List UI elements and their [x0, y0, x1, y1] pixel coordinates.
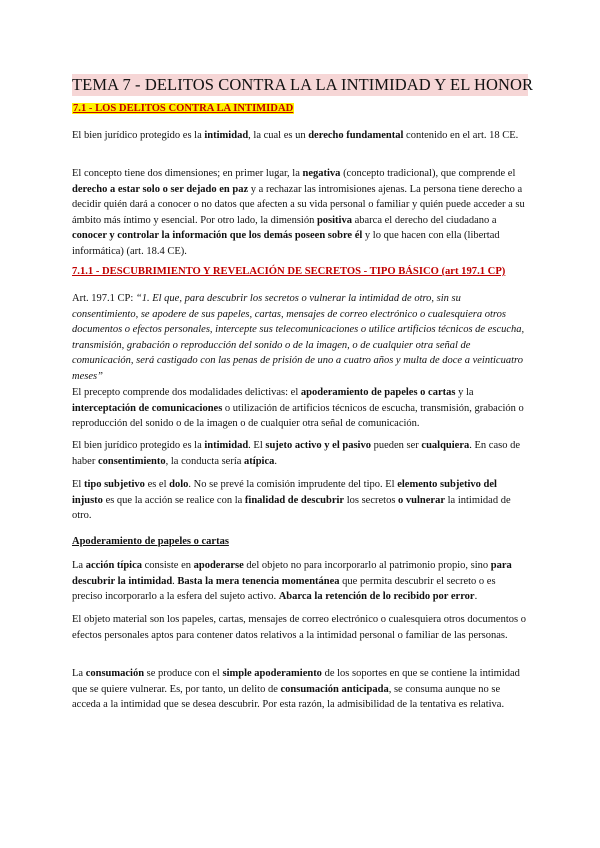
- quoted-article: [72, 291, 528, 384]
- text-run: que permita descubrir el secreto o es preciso incorporarlo a la esfera del sujeto activo.: [72, 575, 496, 602]
- text-run: . En caso de haber: [72, 440, 520, 467]
- bold-text: consumación: [85, 668, 145, 679]
- bold-text: dolo: [169, 479, 189, 490]
- text-run: y la: [455, 387, 474, 398]
- bold-text: atípica: [244, 455, 275, 467]
- text-run: El bien jurídico protegido es la: [72, 440, 205, 451]
- bold-text: consentimiento: [97, 455, 166, 467]
- text-run: , la cual es un: [248, 130, 309, 141]
- text-run: .: [274, 455, 278, 467]
- text-run: El objeto material son los papeles, cartas, mensajes de correo electrónico o cualesquiera otros documentos o efectos personales aptos para contener datos relativos a la intimidad personal o familiar de las personas.: [72, 614, 526, 641]
- bold-text: consumación anticipada: [280, 683, 389, 695]
- paragraph: [72, 438, 528, 469]
- bold-text: cualquiera: [421, 440, 470, 451]
- text-run: La: [72, 560, 86, 571]
- paragraph: [72, 666, 528, 713]
- subsection-heading: 7.1.1 - DESCUBRIMIENTO Y REVELACIÓN DE SECRETOS - TIPO BÁSICO (art 197.1 CP): [72, 266, 506, 277]
- text-run: y lo que hacen con ella (libertad informática) (art. 18.4 CE).: [72, 230, 500, 257]
- text-run: del objeto no para incorporarlo al patrimonio propio, sino: [243, 560, 491, 571]
- text-run: El: [72, 479, 84, 490]
- italic-text: “1. El que, para descubrir los secretos o vulnerar la intimidad de otro, sin su consentimiento, se apodere de sus papeles, cartas, mensajes de correo electrónico o cualesquiera otros documentos o efectos personales, intercepte sus telecomunicaciones o utilice artificios técnicos de escucha, transmisión, grabación o reproducción del sonido o de la imagen, o de cualquier otra señal de comunicación, será castigado con las penas de prisión de uno a cuatro años y multa de doce a veinticuatro meses”: [72, 293, 525, 382]
- section-heading-text: 7.1 - LOS DELITOS CONTRA LA INTIMIDAD: [73, 103, 294, 114]
- bold-text: para descubrir la intimidad: [72, 560, 512, 587]
- text-run: . El: [248, 440, 266, 451]
- bold-text: Abarca la retención de lo recibido por error: [278, 591, 475, 602]
- bold-text: negativa: [302, 168, 341, 179]
- text-run: abarca el derecho del ciudadano a: [351, 214, 497, 226]
- page-title: TEMA 7 - DELITOS CONTRA LA LA INTIMIDAD Y EL HONOR: [72, 75, 534, 94]
- paragraph: [72, 166, 528, 259]
- text-run: es que la acción se realice con la: [102, 494, 245, 506]
- text-run: los secretos: [344, 494, 399, 506]
- text-run: Art. 197.1 CP:: [72, 293, 136, 304]
- text-run: , la conducta sería: [165, 455, 245, 467]
- bold-text: tipo subjetivo: [83, 479, 145, 490]
- text-run: El precepto comprende dos modalidades delictivas: el: [72, 387, 301, 398]
- text-run: la intimidad de otro.: [72, 494, 511, 521]
- bold-text: apoderamiento de papeles o cartas: [300, 387, 456, 398]
- bold-text: elemento subjetivo del injusto: [72, 479, 497, 506]
- bold-text: o vulnerar: [398, 494, 445, 506]
- text-run: de los soportes en que se contiene la intimidad que se quiere vulnerar. Es, por tanto, un delito de: [72, 668, 520, 695]
- text-run: La: [72, 668, 86, 679]
- paragraph: [72, 612, 528, 643]
- text-run: .: [172, 575, 178, 587]
- section-heading: [72, 102, 294, 116]
- bold-text: apoderarse: [193, 560, 244, 571]
- bold-text: conocer y controlar la información que los demás poseen sobre él: [72, 230, 363, 241]
- subheading-apoderamiento: Apoderamiento de papeles o cartas: [72, 536, 229, 547]
- bold-text: intimidad: [204, 440, 249, 451]
- paragraph: [72, 385, 528, 432]
- text-run: El concepto tiene dos dimensiones; en primer lugar, la: [72, 168, 303, 179]
- bold-text: simple apoderamiento: [222, 668, 322, 679]
- bold-text: acción típica: [85, 560, 142, 571]
- text-run: es el: [144, 479, 170, 490]
- bold-text: finalidad de descubrir: [244, 494, 345, 506]
- text-run: , se consuma aunque no se acceda a la intimidad que se desea descubrir. Por esta razón, la admisibilidad de la tentativa es relativa.: [72, 683, 505, 710]
- paragraph: [72, 558, 528, 605]
- bold-text: positiva: [316, 214, 352, 226]
- bold-text: Basta la mera tenencia momentánea: [177, 575, 340, 587]
- bold-text: derecho a estar solo o ser dejado en paz: [72, 183, 249, 195]
- bold-text: intimidad: [204, 130, 249, 141]
- text-run: (concepto tradicional), que comprende el: [340, 168, 516, 179]
- bold-text: interceptación de comunicaciones: [72, 402, 223, 414]
- text-run: o utilización de artificios técnicos de escucha, transmisión, grabación o reproducción del sonido o de la imagen o de cualquier otra señal de comunicación.: [72, 402, 524, 429]
- text-run: . No se prevé la comisión imprudente del tipo. El: [188, 479, 398, 490]
- bold-text: sujeto activo y el pasivo: [265, 440, 371, 451]
- text-run: El bien jurídico protegido es la: [72, 130, 205, 141]
- text-run: y a rechazar las intromisiones ajenas. La persona tiene derecho a decidir quién dará a conocer o no datos que afecten a su vida personal o familiar y quién puede acceder a su ámbito más íntimo y esencial. Por otro lado, la dimensión: [72, 183, 525, 226]
- text-run: pueden ser: [370, 440, 422, 451]
- paragraph: [72, 128, 528, 144]
- bold-text: derecho fundamental: [308, 130, 404, 141]
- text-run: contenido en el art. 18 CE.: [403, 130, 519, 141]
- text-run: consiste en: [142, 560, 194, 571]
- text-run: se produce con el: [144, 668, 223, 679]
- text-run: .: [474, 591, 478, 602]
- paragraph: [72, 477, 528, 524]
